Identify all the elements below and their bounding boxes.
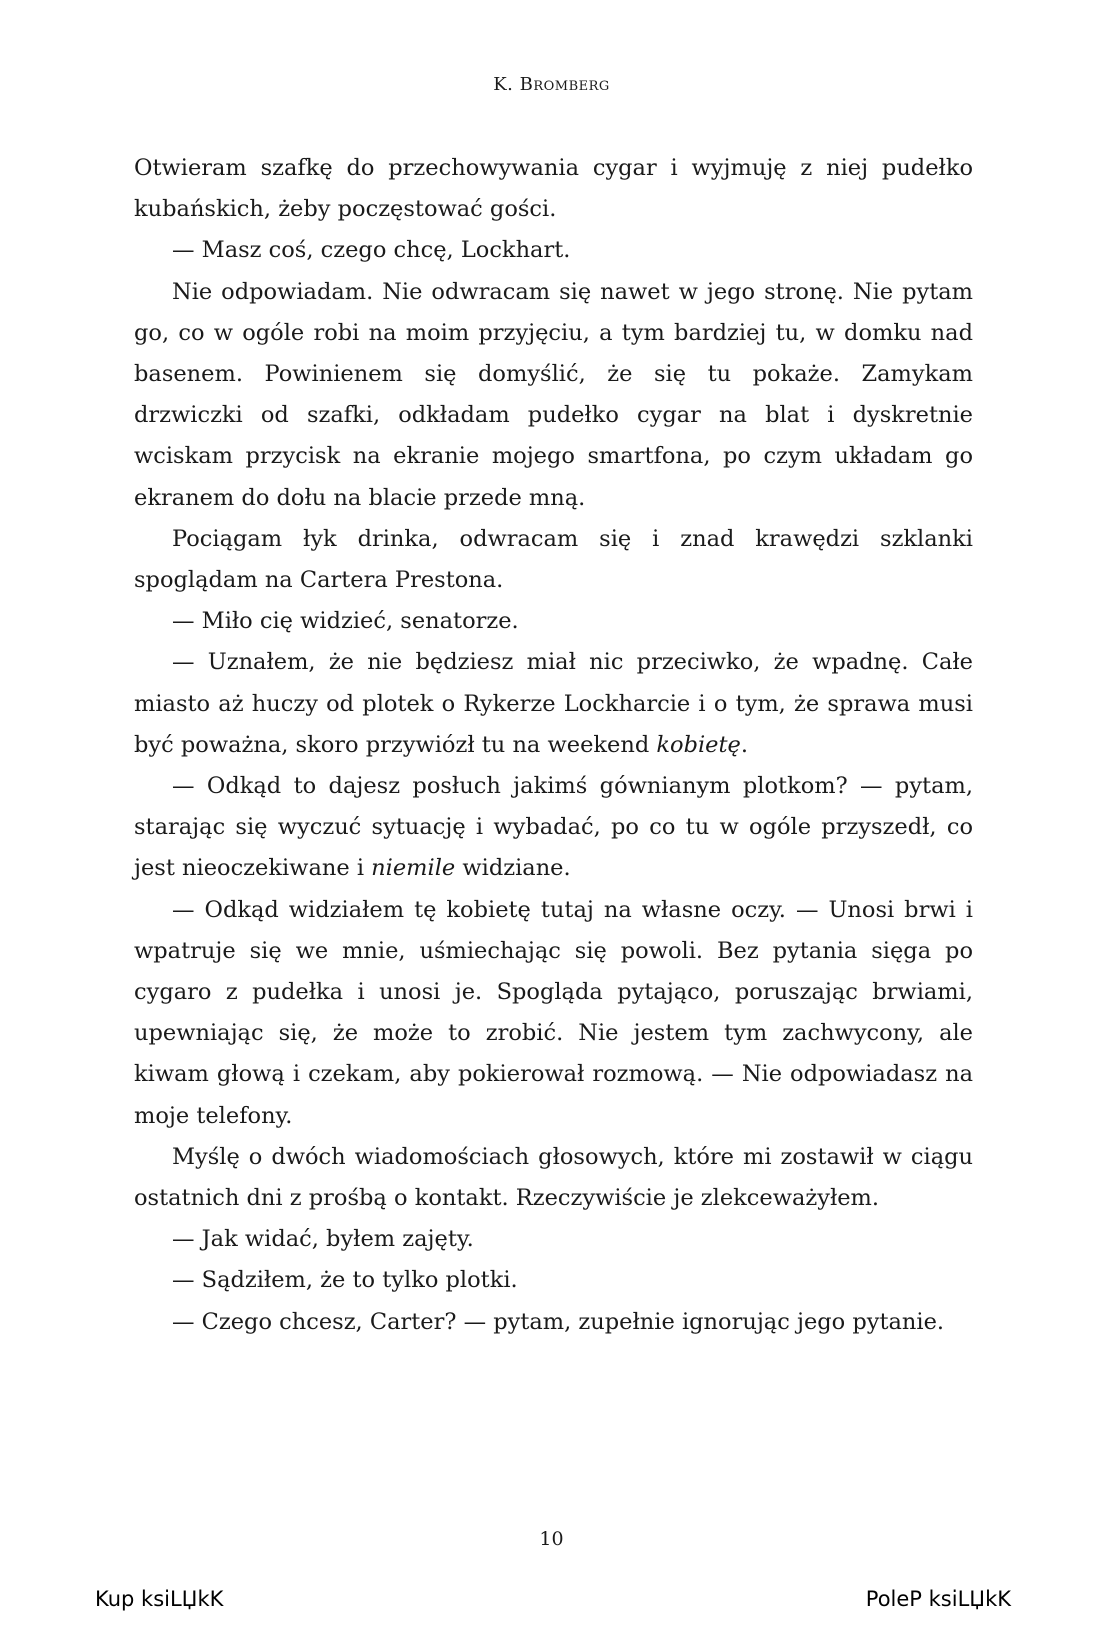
paragraph bbox=[134, 272, 973, 519]
text-run: — Sądziłem, że to tylko plotki. bbox=[172, 1267, 518, 1294]
paragraph bbox=[134, 1137, 973, 1219]
text-run: — Jak widać, byłem zajęty. bbox=[172, 1226, 474, 1253]
body-text bbox=[134, 148, 973, 1343]
paragraph bbox=[134, 890, 973, 1137]
paragraph bbox=[134, 601, 973, 642]
text-run: . bbox=[740, 731, 748, 758]
paragraph bbox=[134, 230, 973, 271]
text-run: — Masz coś, czego chcę, Lockhart. bbox=[172, 237, 571, 264]
text-run: Nie odpowiadam. Nie odwracam się nawet w jego stronę. Nie pytam go, co w ogóle robi na moim przyjęciu, a tym bardziej tu, w domku nad basenem. Powinienem się domyślić, że się tu pokaże. Zamykam drzwiczki od szafki, odkładam pudełko cygar na blat i dyskretnie wciskam przycisk na ekranie mojego smartfona, po czym układam go ekranem do dołu na blacie przede mną. bbox=[134, 278, 973, 511]
paragraph bbox=[134, 1302, 973, 1343]
paragraph bbox=[134, 766, 973, 890]
text-run: Otwieram szafkę do przechowywania cygar i wyjmuję z niej pudełko kubańskich, żeby poczęstować gości. bbox=[134, 155, 973, 223]
text-run: — Odkąd widziałem tę kobietę tutaj na własne oczy. — Unosi brwi i wpatruje się we mnie, uśmiechając się powoli. Bez pytania sięga po cygaro z pudełka i unosi je. Spogląda pytająco, poruszając brwiami, upewniając się, że może to zrobić. Nie jestem tym zachwycony, ale kiwam głową i czekam, aby pokierował rozmową. — Nie odpowiadasz na moje telefony. bbox=[134, 896, 973, 1129]
text-run: Myślę o dwóch wiadomościach głosowych, które mi zostawił w ciągu ostatnich dni z prośbą o kontakt. Rzeczywiście je zlekceważyłem. bbox=[134, 1143, 973, 1212]
paragraph bbox=[134, 642, 973, 766]
emphasized-text: kobietę bbox=[656, 731, 741, 758]
buy-book-link[interactable]: Kup ksiLЏkK bbox=[95, 1587, 224, 1611]
paragraph bbox=[134, 1260, 973, 1301]
text-run: — Odkąd to dajesz posłuch jakimś gównianym plotkom? — pytam, starając się wyczuć sytuację i wybadać, po co tu w ogóle przyszedł, co jest nieoczekiwane i bbox=[134, 773, 973, 882]
paragraph bbox=[134, 519, 973, 601]
text-run: Pociągam łyk drinka, odwracam się i znad krawędzi szklanki spoglądam na Cartera Prestona. bbox=[134, 525, 973, 594]
author-name: K. Bromberg bbox=[493, 74, 610, 95]
text-run: — Uznałem, że nie będziesz miał nic przeciwko, że wpadnę. Całe miasto aż huczy od plotek o Rykerze Lockharcie i o tym, że sprawa musi być poważna, skoro przywiózł tu na weekend bbox=[134, 649, 973, 758]
text-run: widziane. bbox=[455, 855, 571, 882]
paragraph bbox=[134, 1219, 973, 1260]
running-header bbox=[0, 74, 1103, 95]
text-run: — Czego chcesz, Carter? — pytam, zupełnie ignorując jego pytanie. bbox=[172, 1308, 945, 1335]
paragraph bbox=[134, 148, 973, 230]
recommend-book-link[interactable]: PoleP ksiLЏkK bbox=[865, 1587, 1011, 1611]
text-run: — Miło cię widzieć, senatorze. bbox=[172, 608, 519, 635]
page-number: 10 bbox=[539, 1528, 564, 1550]
emphasized-text: niemile bbox=[371, 855, 456, 882]
